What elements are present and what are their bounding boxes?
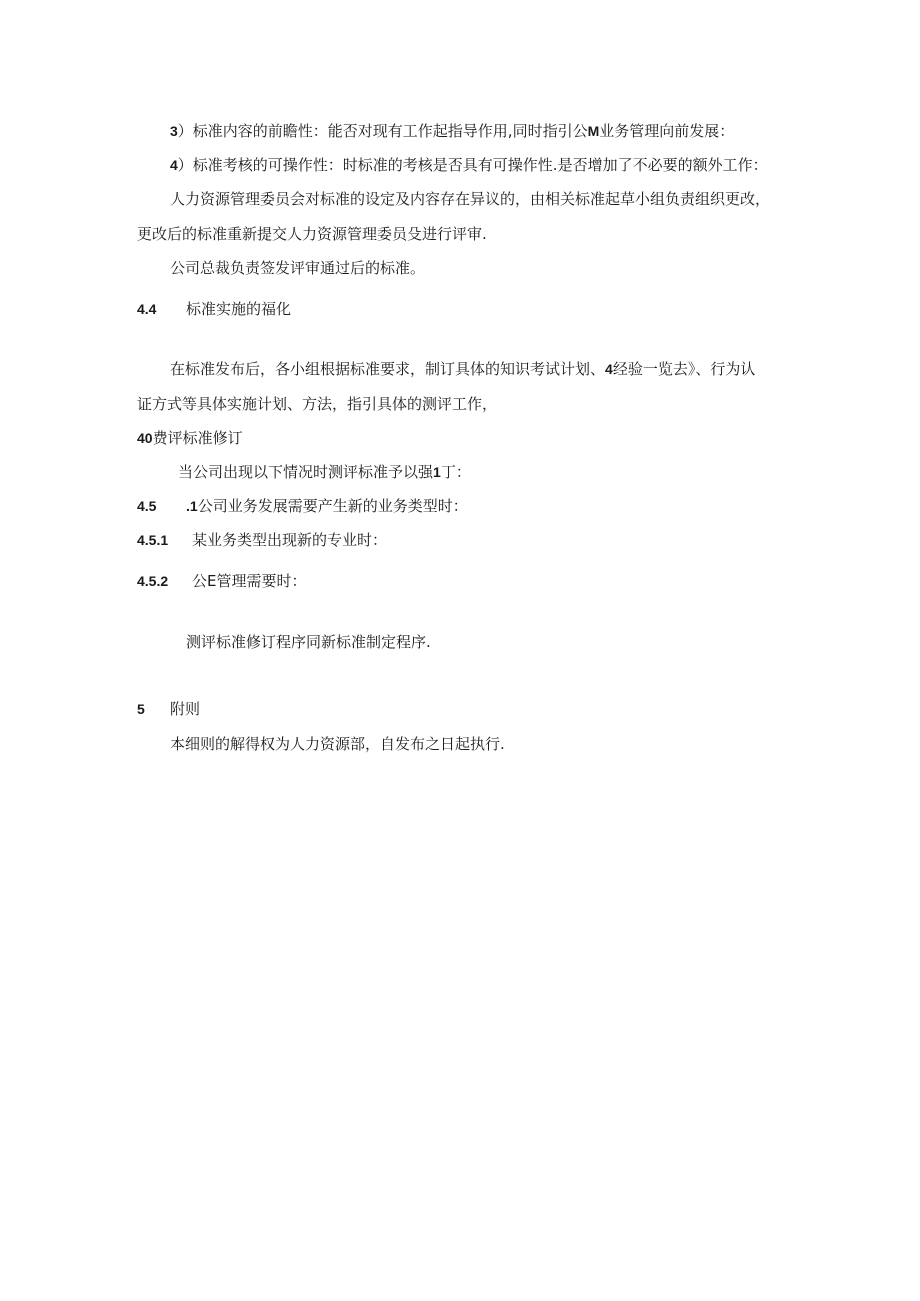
revise-intro-c: 丁： bbox=[440, 463, 471, 481]
item-4 bbox=[170, 155, 768, 175]
revise-heading-number: 40 bbox=[137, 430, 153, 446]
revise-intro bbox=[178, 462, 471, 482]
revise-heading-text: 费评标准修订 bbox=[152, 429, 243, 447]
implement-paragraph-line1 bbox=[170, 359, 755, 379]
item-3 bbox=[170, 121, 734, 141]
heading-4-4-title: 标准实施的福化 bbox=[186, 300, 292, 318]
item-3-text2: 业务管理向前发展： bbox=[599, 122, 735, 140]
item-4-text: ）标准考核的可操作性：时标准的考核是否具有可操作性.是否增加了不必要的额外工作： bbox=[177, 156, 768, 174]
revise-procedure: 测评标准修订程序同新标准制定程序. bbox=[186, 633, 431, 651]
implement-text-a: 在标准发布后，各小组根据标准要求，制订具体的知识考试计划、 bbox=[170, 360, 606, 378]
heading-4-5-text: 公司业务发展需要产生新的业务类型时： bbox=[197, 497, 468, 515]
implement-paragraph-line2: 证方式等具体实施计划、方法，指引具体的测评工作， bbox=[137, 395, 498, 413]
heading-5-title: 附则 bbox=[170, 700, 201, 718]
heading-4-5-1-title: 某业务类型出现新的专业时： bbox=[192, 531, 388, 549]
heading-4-5-title bbox=[186, 496, 468, 516]
heading-4-5-2-title: 公E管理需要时： bbox=[192, 572, 307, 590]
revise-heading bbox=[137, 428, 243, 448]
item-4-number: 4 bbox=[170, 157, 178, 173]
appendix-paragraph: 本细则的解得权为人力资源部，自发布之日起执行. bbox=[170, 735, 505, 753]
item-3-bold: M bbox=[587, 123, 600, 139]
heading-4-5-subnum: .1 bbox=[186, 498, 198, 514]
review-paragraph-line1: 人力资源管理委员会对标准的设定及内容存在异议的，由相关标准起草小组负责组织更改， bbox=[170, 190, 771, 208]
item-3-text: ）标准内容的前瞻性：能否对现有工作起指导作用,同时指引公 bbox=[177, 122, 588, 140]
implement-text-c: 经验一览去》、行为认 bbox=[612, 360, 756, 378]
heading-4-4-number: 4.4 bbox=[137, 301, 157, 317]
revise-intro-a: 当公司出现以下情况时测评标准予以强 bbox=[178, 463, 434, 481]
heading-4-5-number: 4.5 bbox=[137, 498, 157, 514]
approve-paragraph: 公司总裁负责签发评审通过后的标准。 bbox=[170, 259, 426, 277]
implement-text-b: 4 bbox=[605, 361, 613, 377]
heading-4-5-1-number: 4.5.1 bbox=[137, 532, 169, 548]
review-paragraph-line2: 更改后的标准重新提交人力资源管理委员殳进行评审. bbox=[137, 225, 487, 243]
heading-5-number: 5 bbox=[137, 701, 145, 717]
revise-intro-b: 1 bbox=[433, 464, 441, 480]
heading-4-5-2-number: 4.5.2 bbox=[137, 573, 169, 589]
item-3-number: 3 bbox=[170, 123, 178, 139]
